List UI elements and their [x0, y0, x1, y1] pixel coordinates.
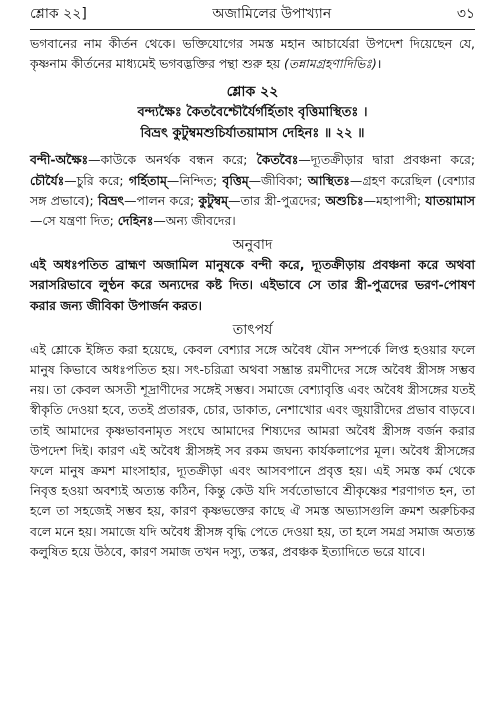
synonym-word: চৌর্যৈঃ [30, 172, 65, 188]
synonym-meaning: —তার স্ত্রী-পুত্রদের; [228, 192, 326, 208]
verse-heading: শ্লোক ২২ [226, 84, 279, 101]
intro-paragraph [30, 34, 475, 74]
synonym-meaning: —চুরি করে; [64, 172, 129, 188]
intro-text: ভগবানের নাম কীর্তন থেকে। ভক্তিযোগের সমস্ত মহান আচার্যেরা উপদেশ দিয়েছেন যে, কৃষ্ণনাম কীর্তনের মাধ্যমেই ভগবদ্ভক্তির পন্থা শুরু হয় [30, 36, 475, 72]
synonym-word: কৈতবৈঃ [256, 152, 299, 168]
synonym-meaning: —গ্রহণ করেছিল (বেশ্যার সঙ্গ প্রভাবে); [30, 172, 476, 208]
synonym-meaning: —অন্য জীবদের। [153, 213, 236, 229]
intro-end: । [376, 56, 382, 72]
synonym-meaning: —নিন্দিত; [166, 172, 223, 188]
synonym-meaning: —মহাপাপী; [363, 192, 426, 208]
chapter-verse-marker: শ্লোক ২২] [30, 6, 87, 22]
synonym-word: যাতয়ামাস [425, 192, 475, 208]
synonym-meaning: —সে যন্ত্রণা দিত; [30, 213, 118, 229]
synonym-word: কুটুম্বম্ [198, 192, 229, 208]
synonym-meaning: —দ্যূতক্রীড়ার দ্বারা প্রবঞ্চনা করে; [298, 152, 475, 168]
purport-heading: তাৎপর্য [232, 321, 273, 338]
translation-text: এই অধঃপতিত ব্রাহ্মণ অজামিল মানুষকে বন্দী করে, দ্যূতক্রীড়ায় প্রবঞ্চনা করে অথবা সরাসরিভাবে লুণ্ঠন করে অন্যদের কষ্ট দিত। এইভাবে সে তার স্ত্রী-পুত্রদের ভরণ-পোষণ করার জন্য জীবিকা উপার্জন করত। [30, 257, 475, 313]
running-title: অজামিলের উপাখ্যান [212, 6, 332, 22]
synonym-word: দেহিনঃ [117, 213, 154, 229]
synonym-meaning: —কাউকে অনর্থক বন্ধন করে; [88, 152, 257, 168]
synonym-meaning: —জীবিকা; [248, 172, 308, 188]
synonym-meaning: —পালন করে; [124, 192, 199, 208]
synonym-word: অশুচিঃ [325, 192, 364, 208]
purport-text: এই শ্লোকে ইঙ্গিত করা হয়েছে, কেবল বেশ্যার সঙ্গে অবৈধ যৌন সম্পর্কে লিপ্ত হওয়ার ফলে মানুষ কিভাবে অধঃপতিত হয়। সৎ-চরিত্রা অথবা সম্ভ্রান্ত রমণীদের সঙ্গে অবৈধ স্ত্রীসঙ্গ সম্ভব নয়। তা কেবল অসতী শূদ্রাণীদের সঙ্গেই সম্ভব। সমাজে বেশ্যাবৃত্তি এবং অবৈধ স্ত্রীসঙ্গের যতই স্বীকৃতি দেওয়া হবে, ততই প্রতারক, চোর, ডাকাত, নেশাখোর এবং জুয়ারীদের প্রভাব বাড়বে। তাই আমাদের কৃষ্ণভাবনামৃত সংঘে আমাদের শিষ্যদের আমরা অবৈধ স্ত্রীসঙ্গ বর্জন করার উপদেশ দিই। কারণ এই অবৈধ স্ত্রীসঙ্গই সব রকম জঘন্য কার্যকলাপের মূল। অবৈধ স্ত্রীসঙ্গের ফলে মানুষ ক্রমশ মাংসাহার, দ্যূতক্রীড়া এবং আসবপানে প্রবৃত্ত হয়। এই সমস্ত কর্ম থেকে নিবৃত্ত হওয়া অবশ্যই অত্যন্ত কঠিন, কিন্তু কেউ যদি সর্বতোভাবে শ্রীকৃষ্ণের শরণাগত হন, তা হলে তা সহজেই সম্ভব হয়, কারণ কৃষ্ণভক্তের কাছে ঐ সমস্ত অভ্যাসগুলি ক্রমশ অরুচিকর বলে মনে হয়। সমাজে যদি অবৈধ স্ত্রীসঙ্গ বৃদ্ধি পেতে দেওয়া হয়, তা হলে সমগ্র সমাজ অত্যন্ত কলুষিত হয়ে উঠবে, কারণ সমাজ তখন দস্যু, তস্কর, প্রবঞ্চক ইত্যাদিতে ভরে যাবে। [30, 341, 475, 559]
synonym-word: বন্দী-অক্ষৈঃ [30, 152, 89, 168]
verse-line-1: বন্দ্যক্ষৈঃ কৈতবৈশ্চৌর্যৈর্গর্হিতাং বৃত্তিমাস্থিতঃ । [137, 105, 368, 121]
synonym-word: বৃত্তিম্ [222, 172, 249, 188]
header-rule [30, 29, 475, 30]
synonyms-paragraph [30, 150, 475, 231]
translation-heading: অনুবাদ [232, 237, 273, 254]
verse-line-2: বিভ্রৎ কুটুম্বমশুচির্যাতয়ামাস দেহিনঃ ॥ ২২ ॥ [140, 126, 365, 142]
page-number: ৩১ [456, 6, 475, 22]
synonym-word: বিভ্রৎ [97, 192, 125, 208]
intro-quote: (তন্নামগ্রহণাদিভিঃ) [283, 56, 377, 72]
synonym-word: গর্হিতাম্ [128, 172, 167, 188]
synonym-word: আস্থিতঃ [307, 172, 350, 188]
page-header [30, 0, 475, 26]
